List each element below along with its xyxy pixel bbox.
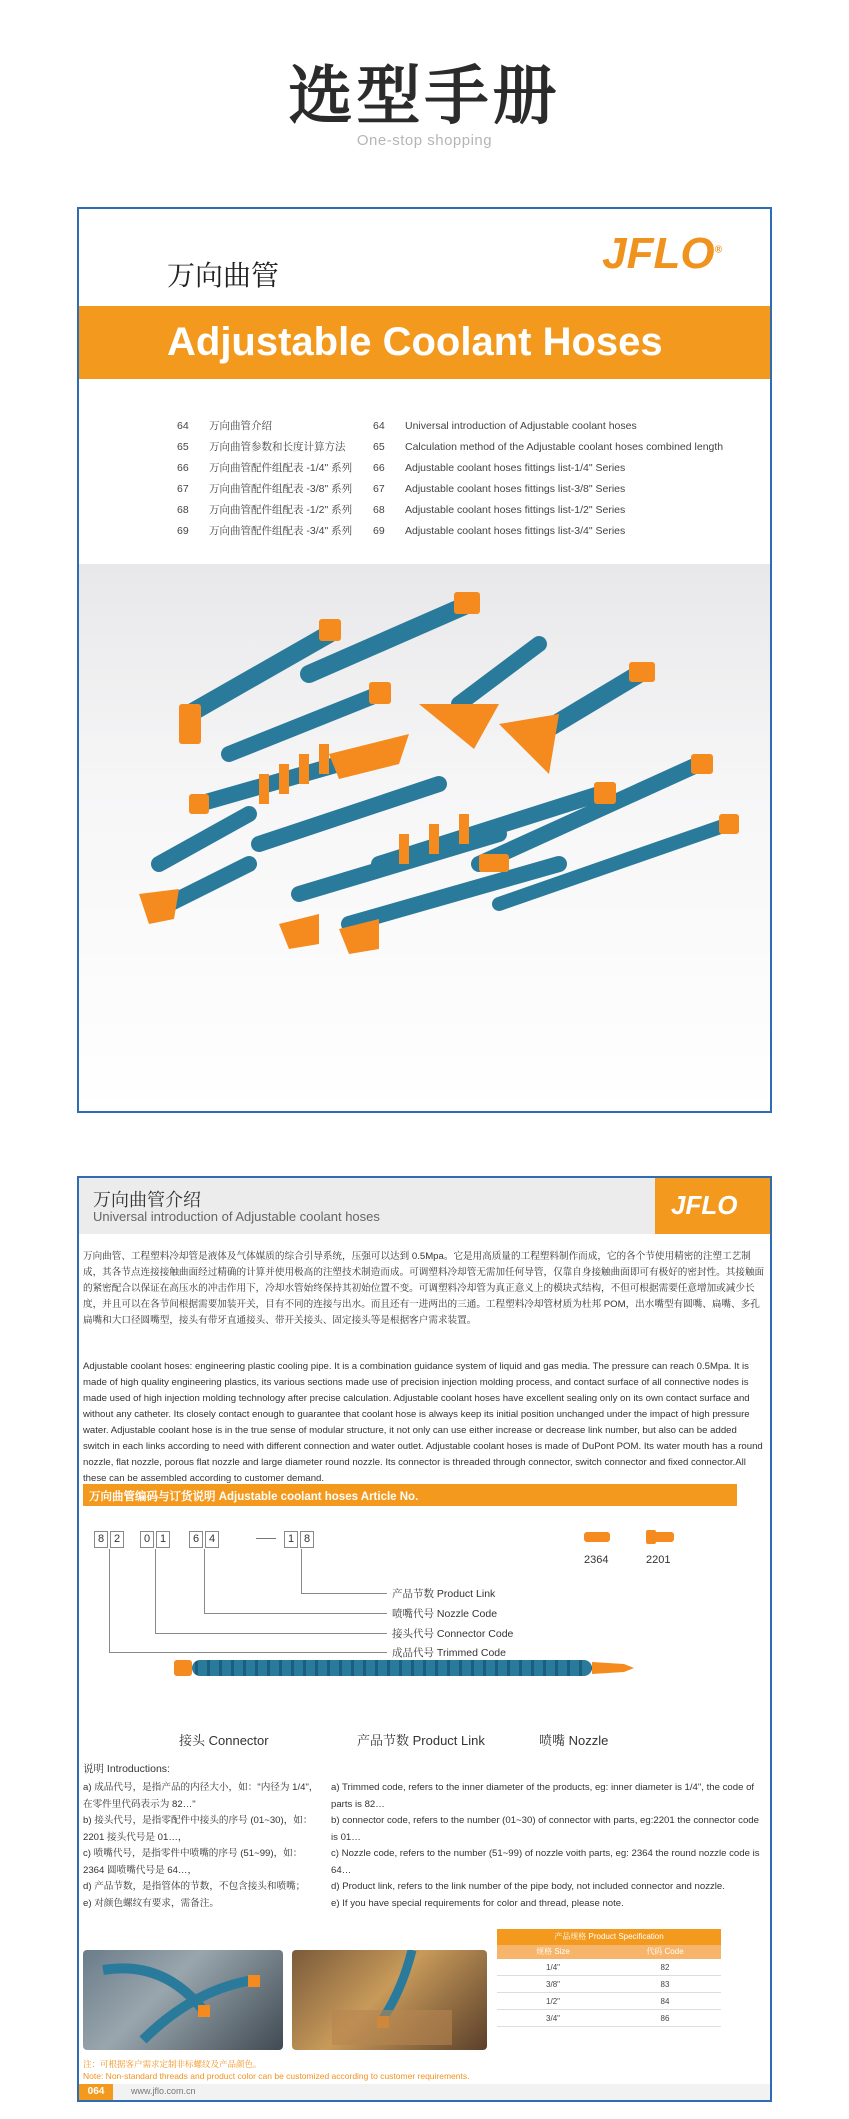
code-digit: 4 bbox=[205, 1531, 219, 1548]
intro-item: c) Nozzle code, refers to the number (51~99) of nozzle voith parts, eg: 2364 the round nozzle code is 64… bbox=[331, 1848, 760, 1876]
leader-line bbox=[204, 1613, 387, 1614]
intro-list-cn bbox=[83, 1780, 323, 1912]
brand-logo: JFLO® bbox=[602, 229, 722, 278]
code-label-link: 产品节数 Product Link bbox=[392, 1588, 496, 1600]
intro-item: a) 成品代号，是指产品的内径大小，如："内径为 1/4"，在零件里代码表示为 82…" bbox=[83, 1782, 319, 1810]
cover-en-title: Adjustable Coolant Hoses bbox=[167, 320, 663, 364]
toc-row: 67 万向曲管配件组配表 -3/8" 系列 bbox=[177, 483, 353, 495]
note-en: Note: Non-standard threads and product color can be customized according to customer requirements. bbox=[83, 2071, 470, 2081]
intro-list-en bbox=[331, 1780, 761, 1912]
code-dash bbox=[256, 1538, 276, 1539]
section-en-title: Universal introduction of Adjustable coolant hoses bbox=[93, 1209, 380, 1224]
intro-item: d) Product link, refers to the link number of the pipe body, not included connector and nozzle. bbox=[331, 1881, 725, 1892]
toc-row: 64 万向曲管介绍 bbox=[177, 420, 272, 432]
spec-row: 1/2" 84 bbox=[497, 1993, 721, 2010]
toc-row: 67 Adjustable coolant hoses fittings list-3/8" Series bbox=[373, 483, 626, 495]
leader-line bbox=[109, 1549, 110, 1652]
page-subtitle: One-stop shopping bbox=[356, 132, 493, 149]
code-label-nozzle: 喷嘴代号 Nozzle Code bbox=[392, 1608, 498, 1620]
toc-en bbox=[373, 416, 723, 542]
intro-item: a) Trimmed code, refers to the inner diameter of the products, eg: inner diameter is 1/4", the code of parts is 82… bbox=[331, 1782, 755, 1810]
legend-connector: 接头 Connector bbox=[179, 1733, 269, 1748]
page-number: 064 bbox=[79, 2084, 113, 2100]
article-no-band bbox=[83, 1484, 737, 1506]
cover-title-band bbox=[79, 306, 772, 379]
intro-paragraph-cn: 万向曲管、工程塑料冷却管是液体及气体媒质的综合引导系统，压强可以达到 0.5Mpa。它是用高质量的工程塑料制作而成，它的各个节使用精密的注塑工艺制成，其各节点连接接触曲面经过精确的计算并使用极高的注塑技术制造而成。可调塑料冷却管无需加任何导管，仅靠自身接触曲面即可有极好的密封性。其接触面的紧密配合以保证在高压水的冲击作用下，冷却水管始终保持其初始位置不变。可调塑料冷却管为真正意义上的模块式结构，不但可根据需要任意增加或减少长度，并且可以在各节间根据需要加装开关，目有不同的连接与出水。而且还有一进两出的三通。工程塑料冷却管材质为杜邦 POM，出水嘴型有圆嘴、扁嘴、多孔扁嘴和大口径圆嘴型，接头有带牙直通接头、带开关接头、固定接头等是根据客户需求装置。 bbox=[83, 1251, 765, 1326]
application-photo-1 bbox=[83, 1950, 283, 2050]
page-footer bbox=[79, 2084, 770, 2100]
toc-cn bbox=[177, 416, 352, 542]
spec-row: 3/8" 83 bbox=[497, 1976, 721, 1993]
spec-header-row: 规格 Size 代码 Code bbox=[497, 1945, 721, 1959]
spec-row: 1/4" 82 bbox=[497, 1959, 721, 1976]
code-label-connector: 接头代号 Connector Code bbox=[392, 1628, 514, 1640]
code-digit: 2 bbox=[110, 1531, 124, 1548]
intro-item: b) 接头代号，是指零配件中接头的序号 (01~30)，如：2201 接头代号是 01…， bbox=[83, 1815, 313, 1843]
leader-line bbox=[301, 1593, 387, 1594]
leader-line bbox=[155, 1549, 156, 1633]
brand-logo: JFLO bbox=[655, 1178, 770, 1234]
catalog-cover-page bbox=[77, 207, 772, 1113]
catalog-intro-page bbox=[77, 1176, 772, 2102]
note-cn: 注：可根据客户需求定制非标螺纹及产品颜色。 bbox=[83, 2059, 262, 2069]
article-no-title: 万向曲管编码与订货说明 Adjustable coolant hoses Article No. bbox=[89, 1491, 419, 1503]
legend-nozzle: 喷嘴 Nozzle bbox=[539, 1733, 609, 1748]
legend-link: 产品节数 Product Link bbox=[357, 1733, 485, 1748]
code-digit: 0 bbox=[140, 1531, 154, 1548]
part-code-2364: 2364 bbox=[584, 1554, 609, 1566]
application-photo-2 bbox=[292, 1950, 487, 2050]
code-digit: 8 bbox=[94, 1531, 108, 1548]
toc-row: 69 Adjustable coolant hoses fittings list-3/4" Series bbox=[373, 525, 626, 537]
leader-line bbox=[155, 1633, 387, 1634]
hose-assembly-illustration bbox=[174, 1650, 644, 1686]
intro-title: 说明 Introductions: bbox=[83, 1763, 170, 1775]
section-cn-title: 万向曲管介绍 bbox=[93, 1190, 201, 1210]
page-header-bar bbox=[79, 1178, 770, 1234]
spec-row: 3/4" 86 bbox=[497, 2010, 721, 2027]
page-title: 选型手册 bbox=[288, 60, 561, 134]
code-digit: 8 bbox=[300, 1531, 314, 1548]
intro-paragraph-en: Adjustable coolant hoses: engineering plastic cooling pipe. It is a combination guidance system of liquid and gas media. The pressure can reach 0.5Mpa. It is made of high quality engineering plastics, its various sections made use of precision injection molding process, and contact surface of all connective nodes is made used of high injection molding technology after precise calculation. Adjustable coolant hoses have excellent sealing only on its own contact surface and without any catheter. Its closely contact enough to guarantee that coolant hose is always keep its initial position unchanged under the impact of high pressure water. Adjustable coolant hose is in the true sense of modular structure, it not only can use either increase or decrease link number, but also can be added switch in each links according to need with different connection and water outlet. Adjustable coolant hoses is made of DuPont POM. Its water mouth has a round nozzle, flat nozzle, porous flat nozzle and large diameter round nozzle. Its connector is threaded through connector, switch connector and fixed connector.All these can be assembled according to customer demand. bbox=[83, 1361, 763, 1484]
intro-item: d) 产品节数，是指管体的节数，不包含接头和喷嘴； bbox=[83, 1881, 306, 1892]
page-header bbox=[0, 0, 849, 180]
toc-row: 66 万向曲管配件组配表 -1/4" 系列 bbox=[177, 462, 353, 474]
cover-cn-title: 万向曲管 bbox=[167, 260, 280, 291]
code-digit: 1 bbox=[156, 1531, 170, 1548]
code-digit: 6 bbox=[189, 1531, 203, 1548]
coolant-hoses-illustration bbox=[79, 564, 772, 1113]
part-code-2201: 2201 bbox=[646, 1554, 671, 1566]
toc-row: 68 万向曲管配件组配表 -1/2" 系列 bbox=[177, 504, 353, 516]
leader-line bbox=[301, 1549, 302, 1593]
intro-item: e) If you have special requirements for color and thread, please note. bbox=[331, 1897, 624, 1909]
leader-line bbox=[204, 1549, 205, 1613]
toc-row: 65 万向曲管参数和长度计算方法 bbox=[177, 441, 346, 453]
code-digit: 1 bbox=[284, 1531, 298, 1548]
product-spec-table bbox=[497, 1929, 721, 2027]
intro-item: c) 喷嘴代号，是指零件中喷嘴的序号 (51~99)，如：2364 圆喷嘴代号是 64…， bbox=[83, 1848, 303, 1876]
toc-row: 66 Adjustable coolant hoses fittings list-1/4" Series bbox=[373, 462, 626, 474]
intro-item: b) connector code, refers to the number (01~30) of connector with parts, eg:2201 the connector code is 01… bbox=[331, 1815, 759, 1843]
product-photo bbox=[79, 564, 772, 1113]
code-label-trimmed: 成品代号 Trimmed Code bbox=[392, 1647, 506, 1659]
fittings-icons bbox=[584, 1524, 704, 1554]
spec-title: 产品规格 Product Specification bbox=[497, 1929, 721, 1945]
toc-row: 69 万向曲管配件组配表 -3/4" 系列 bbox=[177, 525, 353, 537]
footer-url: www.jflo.com.cn bbox=[131, 2086, 196, 2096]
intro-item: e) 对颜色螺纹有要求，需备注。 bbox=[83, 1897, 219, 1909]
toc-row: 64 Universal introduction of Adjustable coolant hoses bbox=[373, 420, 637, 432]
toc-row: 65 Calculation method of the Adjustable coolant hoses combined length bbox=[373, 441, 724, 453]
toc-row: 68 Adjustable coolant hoses fittings list-1/2" Series bbox=[373, 504, 626, 516]
